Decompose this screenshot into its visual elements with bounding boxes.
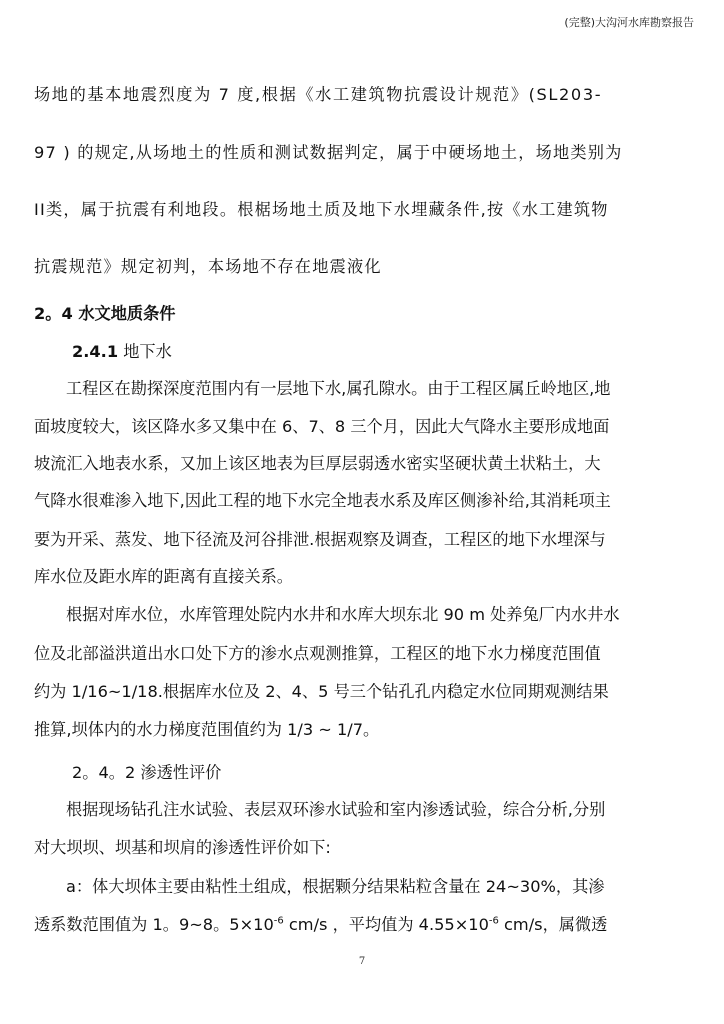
paragraph-line: 97 ) 的规定,从场地土的性质和测试数据判定，属于中硬场地土，场地类别为: [34, 143, 623, 162]
paragraph-line: 约为 1/16~1/18.根据库水位及 2、4、5 号三个钻孔孔内稳定水位同期观测结果: [34, 682, 609, 701]
exponent: -6: [273, 915, 284, 927]
paragraph-line: 要为开采、蒸发、地下径流及河谷排泄.根据观察及调查，工程区的地下水埋深与: [34, 530, 606, 549]
paragraph-line: 气降水很难渗入地下,因此工程的地下水完全地表水系及库区侧渗补给,其消耗项主: [34, 491, 611, 510]
paragraph-line: 工程区在勘探深度范围内有一层地下水,属孔隙水。由于工程区属丘岭地区,地: [66, 379, 611, 398]
text-segment: cm/s ，平均值为 4.55×10: [283, 915, 489, 934]
subsection-heading: [72, 341, 172, 363]
paragraph-line: 坡流汇入地表水系，又加上该区地表为巨厚层弱透水密实坚硬状黄土状粘土，大: [34, 454, 601, 473]
paragraph-line: 抗震规范》规定初判，本场地不存在地震液化: [34, 257, 382, 276]
paragraph-line: 位及北部溢洪道出水口处下方的渗水点观测推算，工程区的地下水力梯度范围值: [34, 644, 601, 663]
exponent: -6: [488, 915, 499, 927]
page-number: 7: [358, 956, 366, 967]
document-header: (完整)大沟河水库勘察报告: [564, 16, 694, 29]
section-heading: 2。4 水文地质条件: [34, 304, 176, 323]
paragraph-line: a：体大坝体主要由粘性土组成，根据颗分结果粘粒含量在 24~30%，其渗: [66, 877, 605, 896]
paragraph-line: 场地的基本地震烈度为 7 度,根据《水工建筑物抗震设计规范》(SL203-: [34, 85, 603, 104]
text-segment: cm/s，属微透: [498, 915, 608, 934]
paragraph-line: 根据对库水位，水库管理处院内水井和水库大坝东北 90 m 处养兔厂内水井水: [66, 605, 620, 624]
paragraph-line: 库水位及距水库的距离有直接关系。: [34, 567, 293, 586]
text-segment: 透系数范围值为 1。9~8。5×10: [34, 915, 274, 934]
subsection-number: 2.4.1: [72, 342, 119, 361]
subsection-title: 地下水: [123, 342, 172, 361]
paragraph-line: II类，属于抗震有利地段。根椐场地土质及地下水埋藏条件,按《水工建筑物: [34, 200, 609, 219]
paragraph-line: 面坡度较大，该区降水多又集中在 6、7、8 三个月，因此大气降水主要形成地面: [34, 417, 610, 436]
paragraph-line: 对大坝坝、坝基和坝肩的渗透性评价如下:: [34, 838, 331, 857]
subsection-heading: 2。4。2 渗透性评价: [72, 763, 222, 782]
paragraph-line: [34, 914, 694, 936]
paragraph-line: 推算,坝体内的水力梯度范围值约为 1/3 ~ 1/7。: [34, 720, 380, 739]
paragraph-line: 根据现场钻孔注水试验、表层双环渗水试验和室内渗透试验，综合分析,分别: [66, 800, 606, 819]
